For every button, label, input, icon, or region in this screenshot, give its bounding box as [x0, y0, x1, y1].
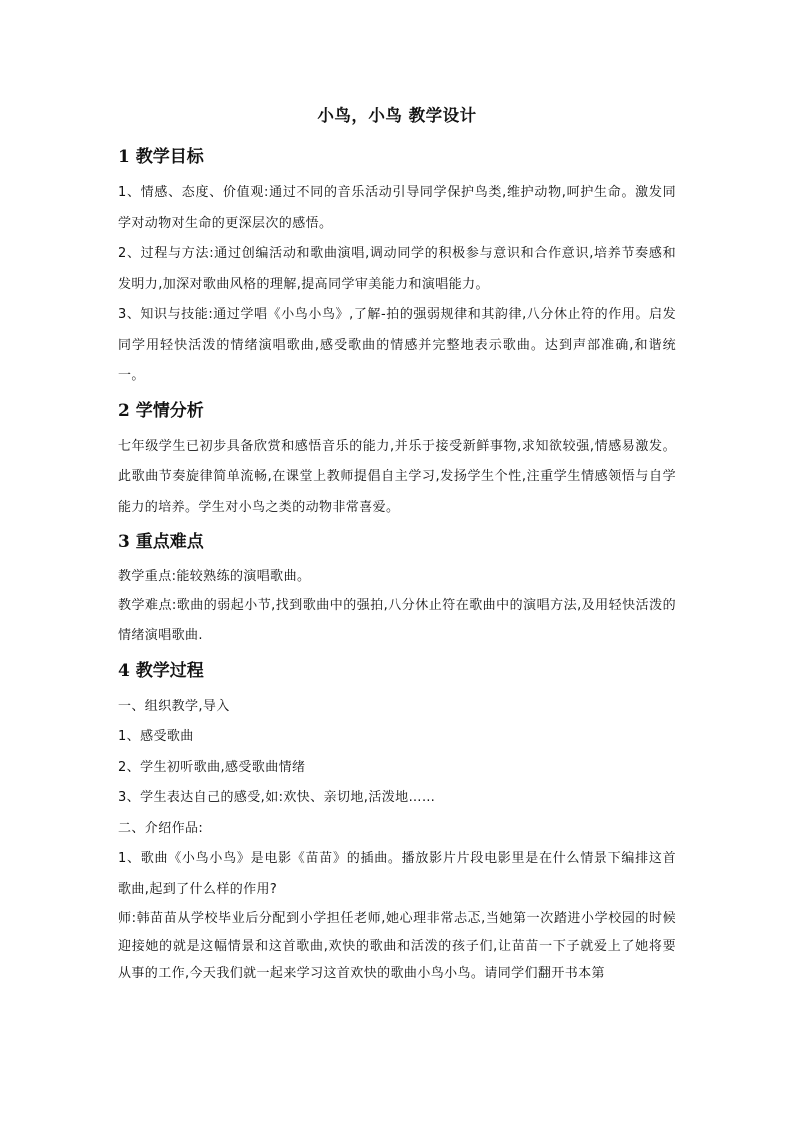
paragraph: 3、学生表达自己的感受,如:欢快、亲切地,活泼地……	[118, 790, 436, 805]
paragraph: 2、学生初听歌曲,感受歌曲情绪	[118, 759, 306, 775]
paragraph: 1、感受歌曲	[118, 729, 194, 744]
paragraph: 七年级学生已初步具备欣赏和感悟音乐的能力,并乐于接受新鲜事物,求知欲较强,情感易激发。此歌曲节奏旋律简单流畅,在课堂上教师提倡自主学习,发扬学生个性,注重学生情感领悟与自学能力的培养。学生对小鸟之类的动物非常喜爱。	[118, 438, 676, 515]
paragraph: 3、知识与技能:通过学唱《小鸟小鸟》,了解-拍的强弱规律和其韵律,八分休止符的作用。启发同学用轻快活泼的情绪演唱歌曲,感受歌曲的情感并完整地表示歌曲。达到声部准确,和谐统一。	[118, 307, 676, 383]
paragraph: 师:韩苗苗从学校毕业后分配到小学担任老师,她心理非常忐忑,当她第一次踏进小学校园的时候迎接她的就是这幅情景和这首歌曲,欢快的歌曲和活泼的孩子们,让苗苗一下子就爱上了她将要从事的工作,今天我们就一起来学习这首欢快的歌曲小鸟小鸟。请同学们翻开书本第	[118, 911, 676, 981]
document-title: 小鸟，小鸟 教学设计	[317, 106, 477, 125]
section-teaching-process	[118, 656, 676, 988]
section-learner-analysis	[118, 396, 676, 524]
paragraph: 2、过程与方法:通过创编活动和歌曲演唱,调动同学的积极参与意识和合作意识,培养节奏感和发明力,加深对歌曲风格的理解,提高同学审美能力和演唱能力。	[118, 246, 676, 292]
paragraph: 1、情感、态度、价值观:通过不同的音乐活动引导同学保护鸟类,维护动物,呵护生命。激发同学对动物对生命的更深层次的感悟。	[118, 185, 676, 231]
section-heading: 2 学情分析	[118, 400, 204, 421]
section-heading: 3 重点难点	[118, 532, 204, 552]
section-heading: 1 教学目标	[118, 147, 204, 167]
section-heading: 4 教学过程	[118, 660, 204, 681]
section-teaching-objectives	[118, 142, 676, 392]
document-body	[118, 104, 676, 992]
paragraph: 教学重点:能较熟练的演唱歌曲。	[118, 569, 311, 584]
paragraph: 教学难点:歌曲的弱起小节,找到歌曲中的强拍,八分休止符在歌曲中的演唱方法,及用轻快活泼的情绪演唱歌曲.	[118, 597, 676, 643]
paragraph: 二、介绍作品:	[118, 820, 204, 836]
paragraph: 1、歌曲《小鸟小鸟》是电影《苗苗》的插曲。播放影片片段电影里是在什么情景下编排这首歌曲,起到了什么样的作用?	[118, 851, 676, 897]
paragraph: 一、组织教学,导入	[118, 698, 230, 714]
section-key-difficulties	[118, 527, 676, 652]
